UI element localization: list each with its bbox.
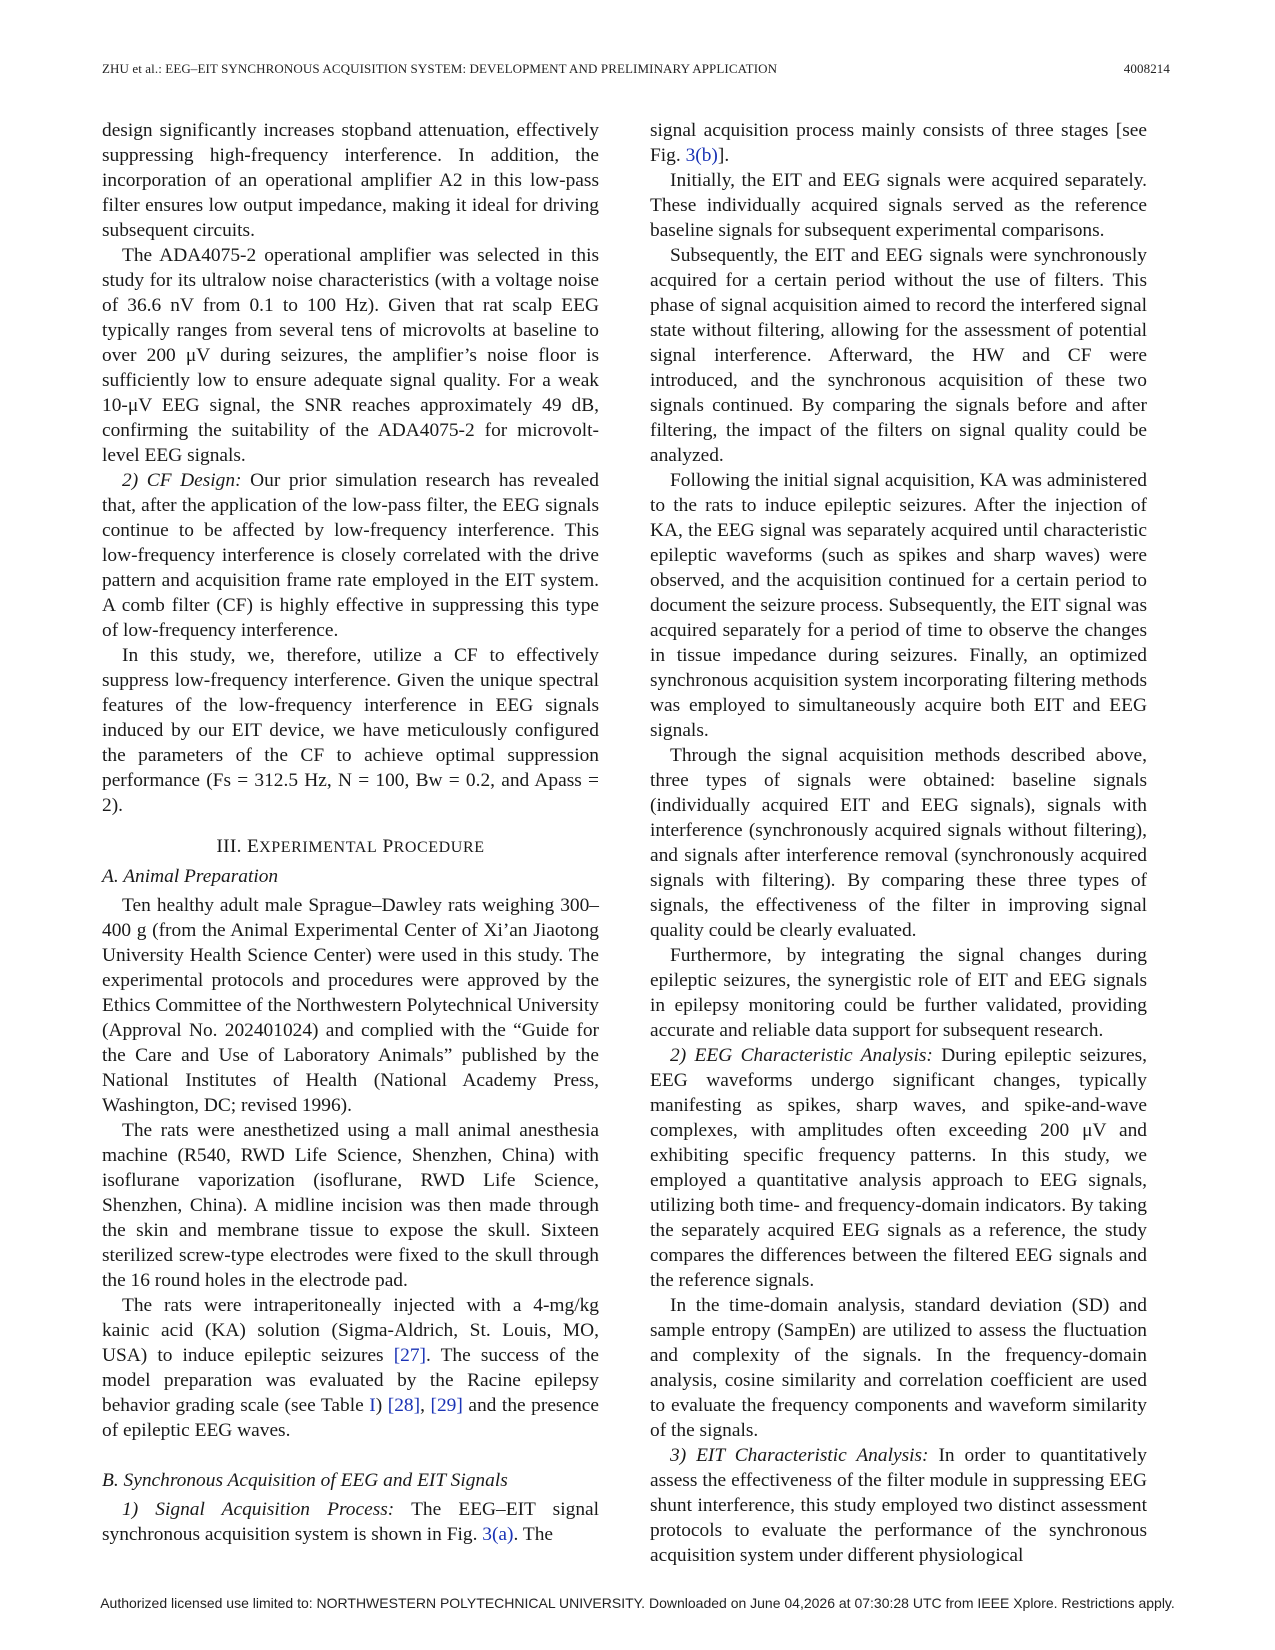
paragraph: 2) EEG Characteristic Analysis: During epileptic seizures, EEG waveforms undergo significant changes, typically manifesting as spikes, sharp waves, and spike-and-wave complexes, with amplitudes often exceeding 200 μV and exhibiting specific frequency patterns. In this study, we employed a quantitative analysis approach to EEG signals, utilizing both time- and frequency-domain indicators. By taking the separately acquired EEG signals as a reference, the study compares the differences between the filtered EEG signals and the reference signals. (650, 1045, 1147, 1291)
paragraph: In the time-domain analysis, standard deviation (SD) and sample entropy (SampEn) are utilized to assess the fluctuation and complexity of the signals. In the frequency-domain analysis, cosine similarity and correlation coefficient are used to evaluate the frequency components and waveform similarity of the signals. (650, 1295, 1147, 1441)
citation-link[interactable]: [27] (393, 1345, 426, 1366)
table-link[interactable]: I (369, 1395, 376, 1416)
license-footer: Authorized licensed use limited to: NORTHWESTERN POLYTECHNICAL UNIVERSITY. Downloaded on June 04,2026 at 07:30:28 UTC from IEEE Xplore. Restrictions apply. (100, 1595, 1175, 1611)
paragraph (102, 468, 599, 643)
paragraph: design significantly increases stopband attenuation, effectively suppressing high-frequency interference. In addition, the incorporation of an operational amplifier A2 in this low-pass filter ensures low output impedance, making it ideal for driving subsequent circuits. (102, 120, 599, 241)
paragraph-lead: 3) EIT Characteristic Analysis: (670, 1445, 929, 1466)
paragraph: Ten healthy adult male Sprague–Dawley rats weighing 300–400 g (from the Animal Experimental Center of Xi’an Jiaotong University Health Science Center) were used in this study. The experimental protocols and procedures were approved by the Ethics Committee of the Northwestern Polytechnical University (Approval No. 202401024) and complied with the “Guide for the Care and Use of Laboratory Animals” published by the National Institutes of Health (National Academy Press, Washington, DC; revised 1996). (102, 895, 599, 1116)
citation-link[interactable]: [28] (387, 1395, 421, 1416)
paragraph: Through the signal acquisition methods described above, three types of signals were obtained: baseline signals (individually acquired EIT and EEG signals), signals with interference (synchronously acquired signals without filtering), and signals after interference removal (synchronously acquired signals with filtering). By comparing these three types of signals, the effectiveness of the filter in improving signal quality could be clearly evaluated. (650, 745, 1147, 941)
subsection-heading: A. Animal Preparation (102, 866, 279, 887)
right-column (650, 118, 1147, 1568)
paragraph: Initially, the EIT and EEG signals were acquired separately. These individually acquired signals served as the reference baseline signals for subsequent experimental comparisons. (650, 170, 1147, 241)
running-title: ZHU et al.: EEG–EIT SYNCHRONOUS ACQUISITION SYSTEM: DEVELOPMENT AND PRELIMINARY APPLICATION (102, 61, 778, 76)
paragraph: Following the initial signal acquisition, KA was administered to the rats to induce epileptic seizures. After the injection of KA, the EEG signal was separately acquired until characteristic epileptic waveforms (such as spikes and sharp waves) were observed, and the acquisition continued for a certain period to document the seizure process. Subsequently, the EIT signal was acquired separately for a period of time to observe the changes in tissue impedance during seizures. Finally, an optimized synchronous acquisition system incorporating filtering methods was employed to simultaneously acquire both EIT and EEG signals. (650, 470, 1147, 741)
subsection-heading: B. Synchronous Acquisition of EEG and EIT Signals (102, 1470, 508, 1491)
section-heading: III. EXPERIMENTAL PROCEDURE (216, 836, 485, 857)
paragraph: Furthermore, by integrating the signal changes during epileptic seizures, the synergistic role of EIT and EEG signals in epilepsy monitoring could be further validated, providing accurate and reliable data support for subsequent research. (650, 945, 1147, 1041)
figure-link[interactable]: 3(a) (482, 1524, 514, 1545)
paragraph-text: Our prior simulation research has revealed that, after the application of the low-pass filter, the EEG signals continue to be affected by low-frequency interference. This low-frequency interference is closely correlated with the drive pattern and acquisition frame rate employed in the EIT system. A comb filter (CF) is highly effective in suppressing this type of low-frequency interference. (102, 470, 599, 641)
citation-link[interactable]: [29] (430, 1395, 463, 1416)
paragraph: The rats were anesthetized using a mall animal anesthesia machine (R540, RWD Life Science, Shenzhen, China) with isoflurane vaporization (isoflurane, RWD Life Science, Shenzhen, China). A midline incision was then made through the skin and membrane tissue to expose the skull. Sixteen sterilized screw-type electrodes were fixed to the skull through the 16 round holes in the electrode pad. (102, 1120, 599, 1291)
running-header (102, 61, 1170, 77)
left-column (102, 118, 599, 1547)
paragraph: Subsequently, the EIT and EEG signals were synchronously acquired for a certain period without the use of filters. This phase of signal acquisition aimed to record the interfered signal state without filtering, allowing for the assessment of potential signal interference. Afterward, the HW and CF were introduced, and the synchronous acquisition of these two signals continued. By comparing the signals before and after filtering, the impact of the filters on signal quality could be analyzed. (650, 245, 1147, 466)
paragraph: signal acquisition process mainly consists of three stages [see Fig. 3(b)]. (650, 120, 1147, 166)
paragraph-lead: 1) Signal Acquisition Process: (122, 1499, 395, 1520)
paragraph: 1) Signal Acquisition Process: The EEG–EIT signal synchronous acquisition system is shown in Fig. 3(a). The (102, 1499, 600, 1545)
paragraph: 3) EIT Characteristic Analysis: In order to quantitatively assess the effectiveness of the filter module in suppressing EEG shunt interference, this study employed two distinct assessment protocols to evaluate the performance of the synchronous acquisition system under different physiological (650, 1445, 1147, 1566)
paragraph: In this study, we, therefore, utilize a CF to effectively suppress low-frequency interference. Given the unique spectral features of the low-frequency interference in EEG signals induced by our EIT device, we have meticulously configured the parameters of the CF to achieve optimal suppression performance (Fs = 312.5 Hz, N = 100, Bw = 0.2, and Apass = 2). (102, 645, 599, 816)
paragraph: The rats were intraperitoneally injected with a 4-mg/kg kainic acid (KA) solution (Sigma-Aldrich, St. Louis, MO, USA) to induce epileptic seizures [27]. The success of the model preparation was evaluated by the Racine epilepsy behavior grading scale (see Table I) [28], [29] and the presence of epileptic EEG waves. (102, 1295, 600, 1441)
page-number: 4008214 (1123, 61, 1170, 76)
paragraph-lead: 2) EEG Characteristic Analysis: (670, 1045, 933, 1066)
figure-link[interactable]: 3(b) (685, 145, 718, 166)
paragraph-lead: 2) CF Design: (122, 470, 242, 491)
paragraph: The ADA4075-2 operational amplifier was selected in this study for its ultralow noise characteristics (with a voltage noise of 36.6 nV from 0.1 to 100 Hz). Given that rat scalp EEG typically ranges from several tens of microvolts at baseline to over 200 μV during seizures, the amplifier’s noise floor is sufficiently low to ensure adequate signal quality. For a weak 10-μV EEG signal, the SNR reaches approximately 49 dB, confirming the suitability of the ADA4075-2 for microvolt-level EEG signals. (102, 245, 599, 466)
